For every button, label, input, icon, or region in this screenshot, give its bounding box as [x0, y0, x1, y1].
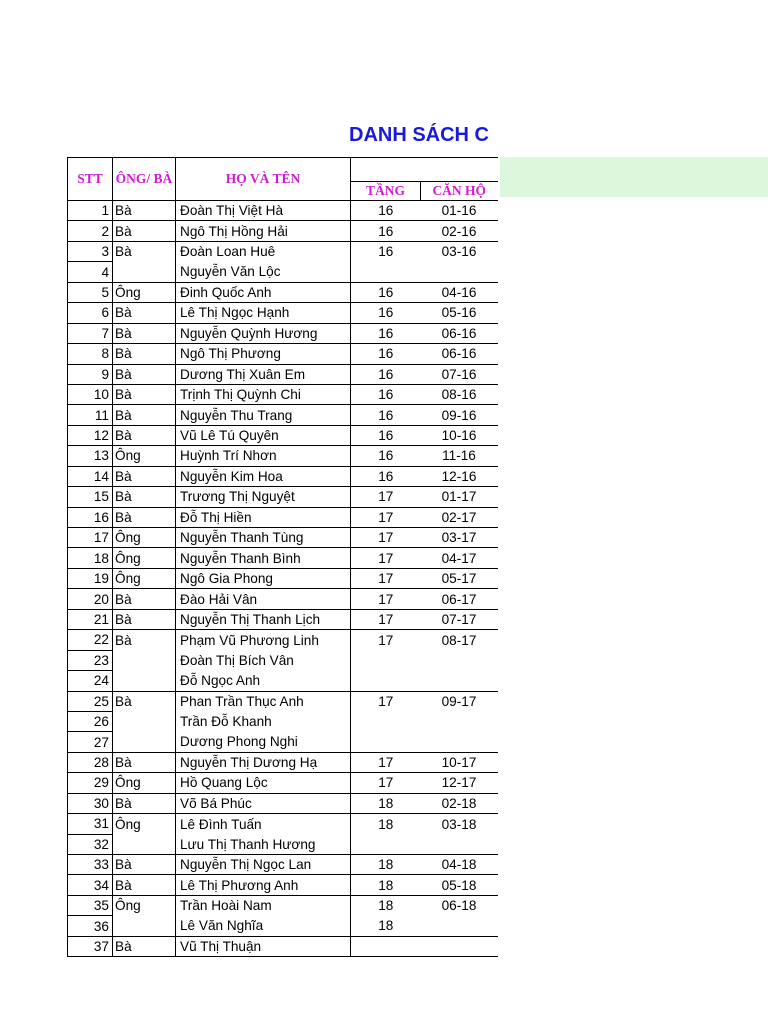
cell-stt: 31 — [68, 814, 113, 834]
cell-ong-ba: Ông — [113, 446, 176, 466]
cell-tang: 16 — [351, 405, 421, 425]
cell-tang: 16 — [351, 364, 421, 384]
cell-ong-ba: Bà — [113, 793, 176, 813]
table-row — [68, 834, 498, 854]
cell-can-ho: 06-18 — [441, 898, 477, 914]
cell-ho-ten: Trần Đỗ Khanh — [176, 711, 351, 731]
table-row — [68, 241, 498, 261]
table-row — [68, 344, 498, 364]
cell-can-ho: 07-17 — [421, 609, 498, 629]
table-row — [68, 589, 498, 609]
cell-tang: 18 — [378, 816, 394, 832]
cell-can-ho: 02-18 — [421, 793, 498, 813]
cell-stt: 36 — [68, 916, 113, 936]
table-row — [68, 732, 498, 752]
cell-ho-ten: Lê Văn Nghĩa — [176, 916, 351, 936]
cell-ho-ten: Dương Thị Xuân Em — [176, 364, 351, 384]
cell-tang: 18 — [378, 898, 394, 914]
table-row — [68, 814, 498, 834]
cell-ong-ba — [113, 916, 176, 936]
cell-can-ho — [421, 732, 498, 752]
cell-tang: 16 — [351, 323, 421, 343]
cell-ong-ba: Bà — [113, 221, 176, 241]
header-ong-ba: ÔNG/ BÀ — [113, 158, 176, 201]
cell-stt: 8 — [68, 344, 113, 364]
cell-tang: 16 — [351, 221, 421, 241]
cell-stt: 12 — [68, 425, 113, 445]
table-row — [68, 323, 498, 343]
table-row — [68, 916, 498, 936]
cell-tang: 17 — [351, 568, 421, 588]
cell-ong-ba: Ông — [113, 814, 176, 834]
cell-can-ho: 09-16 — [421, 405, 498, 425]
cell-stt: 9 — [68, 364, 113, 384]
cell-ong-ba — [113, 262, 176, 282]
cell-can-ho: 02-17 — [421, 507, 498, 527]
cell-stt: 18 — [68, 548, 113, 568]
cell-can-ho — [421, 936, 498, 956]
cell-can-ho: 08-16 — [421, 384, 498, 404]
cell-ong-ba: Bà — [113, 201, 176, 221]
cell-can-ho: 03-16 — [441, 244, 477, 260]
cell-stt: 20 — [68, 589, 113, 609]
resident-table — [67, 157, 498, 957]
header-fill — [500, 157, 768, 197]
cell-stt: 30 — [68, 793, 113, 813]
cell-ong-ba — [113, 732, 176, 752]
cell-ho-ten: Trần Hoài Nam — [176, 895, 351, 915]
header-stt: STT — [68, 158, 113, 201]
cell-can-ho: 01-16 — [421, 201, 498, 221]
header-tang: TẦNG — [351, 181, 421, 200]
cell-stt: 33 — [68, 855, 113, 875]
cell-tang: 16 — [351, 303, 421, 323]
cell-stt: 3 — [68, 241, 113, 261]
cell-stt: 16 — [68, 507, 113, 527]
cell-can-ho: 03-18 — [441, 816, 477, 832]
cell-ong-ba: Bà — [113, 241, 176, 261]
cell-tang: 16 — [351, 446, 421, 466]
cell-ho-ten: Nguyễn Thị Dương Hạ — [176, 752, 351, 772]
table-row — [68, 671, 498, 691]
cell-can-ho — [421, 262, 498, 282]
cell-ho-ten: Phạm Vũ Phương Linh — [176, 630, 351, 650]
cell-tang — [351, 936, 421, 956]
table-row — [68, 282, 498, 302]
cell-ong-ba: Bà — [113, 609, 176, 629]
cell-ho-ten: Ngô Thị Hồng Hải — [176, 221, 351, 241]
cell-tang: 18 — [351, 855, 421, 875]
cell-stt: 5 — [68, 282, 113, 302]
table-row — [68, 793, 498, 813]
table-row — [68, 711, 498, 731]
cell-ho-ten: Trịnh Thị Quỳnh Chi — [176, 384, 351, 404]
cell-stt: 11 — [68, 405, 113, 425]
cell-stt: 14 — [68, 466, 113, 486]
cell-ong-ba: Bà — [113, 691, 176, 711]
cell-stt: 35 — [68, 895, 113, 915]
cell-ong-ba: Ông — [113, 568, 176, 588]
table-row — [68, 528, 498, 548]
table-row — [68, 568, 498, 588]
cell-tang: 16 — [351, 201, 421, 221]
table-row — [68, 773, 498, 793]
header-ho-ten: HỌ VÀ TÊN — [176, 158, 351, 201]
cell-tang: 16 — [351, 466, 421, 486]
cell-tang — [351, 711, 421, 731]
cell-stt: 2 — [68, 221, 113, 241]
cell-tang: 17 — [351, 548, 421, 568]
cell-ong-ba: Bà — [113, 507, 176, 527]
cell-ho-ten: Lê Thị Phương Anh — [176, 875, 351, 895]
cell-stt: 17 — [68, 528, 113, 548]
cell-can-ho: 12-17 — [421, 773, 498, 793]
cell-stt: 23 — [68, 650, 113, 670]
cell-stt: 25 — [68, 691, 113, 711]
table-row — [68, 936, 498, 956]
cell-ong-ba — [113, 711, 176, 731]
cell-ong-ba: Ông — [113, 282, 176, 302]
table-row — [68, 895, 498, 915]
cell-ho-ten: Đoàn Thị Bích Vân — [176, 650, 351, 670]
cell-ho-ten: Ngô Thị Phương — [176, 344, 351, 364]
cell-stt: 1 — [68, 201, 113, 221]
cell-can-ho: 04-18 — [421, 855, 498, 875]
cell-ong-ba: Bà — [113, 875, 176, 895]
cell-stt: 6 — [68, 303, 113, 323]
cell-ong-ba: Ông — [113, 773, 176, 793]
cell-ho-ten: Vũ Lê Tú Quyên — [176, 425, 351, 445]
cell-ong-ba: Bà — [113, 630, 176, 650]
cell-stt: 34 — [68, 875, 113, 895]
cell-tang: 16 — [351, 425, 421, 445]
cell-ong-ba: Ông — [113, 528, 176, 548]
cell-can-ho: 05-17 — [421, 568, 498, 588]
cell-tang: 17 — [351, 487, 421, 507]
cell-ho-ten: Đào Hải Vân — [176, 589, 351, 609]
cell-stt: 19 — [68, 568, 113, 588]
cell-ho-ten: Đoàn Thị Việt Hà — [176, 201, 351, 221]
cell-ho-ten: Nguyễn Thanh Bình — [176, 548, 351, 568]
cell-can-ho: 06-17 — [421, 589, 498, 609]
cell-stt: 15 — [68, 487, 113, 507]
cell-can-ho — [421, 650, 498, 670]
table-row — [68, 384, 498, 404]
cell-stt: 26 — [68, 711, 113, 731]
cell-ong-ba: Bà — [113, 323, 176, 343]
cell-tang: 17 — [351, 589, 421, 609]
cell-stt: 29 — [68, 773, 113, 793]
cell-can-ho: 11-16 — [421, 446, 498, 466]
cell-ho-ten: Dương Phong Nghi — [176, 732, 351, 752]
cell-ho-ten: Lưu Thị Thanh Hương — [176, 834, 351, 854]
cell-ong-ba: Bà — [113, 936, 176, 956]
cell-ong-ba: Bà — [113, 405, 176, 425]
cell-can-ho: 04-16 — [421, 282, 498, 302]
cell-stt: 21 — [68, 609, 113, 629]
cell-can-ho: 07-16 — [421, 364, 498, 384]
cell-ho-ten: Nguyễn Thị Ngọc Lan — [176, 855, 351, 875]
cell-can-ho: 02-16 — [421, 221, 498, 241]
cell-can-ho: 01-17 — [421, 487, 498, 507]
cell-ho-ten: Nguyễn Thanh Tùng — [176, 528, 351, 548]
table-row — [68, 548, 498, 568]
cell-ho-ten: Nguyễn Văn Lộc — [176, 262, 351, 282]
table-row — [68, 752, 498, 772]
cell-tang: 17 — [351, 609, 421, 629]
cell-can-ho: 06-16 — [421, 344, 498, 364]
cell-can-ho: 06-16 — [421, 323, 498, 343]
cell-ong-ba: Bà — [113, 303, 176, 323]
cell-ho-ten: Đỗ Ngọc Anh — [176, 671, 351, 691]
cell-ho-ten: Nguyễn Quỳnh Hương — [176, 323, 351, 343]
cell-ong-ba: Bà — [113, 855, 176, 875]
cell-can-ho: 03-17 — [421, 528, 498, 548]
cell-ong-ba — [113, 671, 176, 691]
cell-ho-ten: Hồ Quang Lộc — [176, 773, 351, 793]
cell-ho-ten: Đỗ Thị Hiền — [176, 507, 351, 527]
cell-tang — [351, 671, 421, 691]
cell-ong-ba — [113, 650, 176, 670]
cell-ho-ten: Lê Thị Ngọc Hạnh — [176, 303, 351, 323]
table-row — [68, 466, 498, 486]
cell-ong-ba: Bà — [113, 344, 176, 364]
cell-can-ho — [421, 834, 498, 854]
cell-tang: 18 — [351, 875, 421, 895]
cell-ho-ten: Nguyễn Thu Trang — [176, 405, 351, 425]
cell-ong-ba: Bà — [113, 425, 176, 445]
cell-stt: 7 — [68, 323, 113, 343]
table-body — [68, 201, 498, 957]
cell-ong-ba: Ông — [113, 895, 176, 915]
table-row — [68, 630, 498, 650]
cell-can-ho: 12-16 — [421, 466, 498, 486]
cell-stt: 13 — [68, 446, 113, 466]
cell-ho-ten: Võ Bá Phúc — [176, 793, 351, 813]
cell-stt: 4 — [68, 262, 113, 282]
cell-ong-ba: Bà — [113, 466, 176, 486]
cell-ho-ten: Vũ Thị Thuận — [176, 936, 351, 956]
table-row — [68, 875, 498, 895]
cell-can-ho: 05-16 — [421, 303, 498, 323]
page-title: DANH SÁCH C — [349, 124, 489, 146]
cell-tang — [351, 834, 421, 854]
cell-can-ho: 08-17 — [441, 632, 477, 648]
cell-stt: 27 — [68, 732, 113, 752]
cell-ho-ten: Huỳnh Trí Nhơn — [176, 446, 351, 466]
cell-ong-ba: Bà — [113, 589, 176, 609]
cell-can-ho — [421, 671, 498, 691]
cell-tang: 18 — [351, 916, 421, 936]
cell-stt: 24 — [68, 671, 113, 691]
cell-ong-ba: Bà — [113, 364, 176, 384]
cell-ho-ten: Nguyễn Thị Thanh Lịch — [176, 609, 351, 629]
table-row — [68, 201, 498, 221]
cell-stt: 28 — [68, 752, 113, 772]
cell-ong-ba: Ông — [113, 548, 176, 568]
cell-ong-ba: Bà — [113, 487, 176, 507]
table-row — [68, 425, 498, 445]
cell-can-ho: 09-17 — [441, 693, 477, 709]
table-row — [68, 446, 498, 466]
cell-stt: 22 — [68, 630, 113, 650]
cell-tang: 17 — [351, 752, 421, 772]
table-row — [68, 262, 498, 282]
table-row — [68, 364, 498, 384]
cell-ong-ba: Bà — [113, 384, 176, 404]
cell-ong-ba — [113, 834, 176, 854]
table-row — [68, 609, 498, 629]
table-row — [68, 303, 498, 323]
cell-ho-ten: Nguyễn Kim Hoa — [176, 466, 351, 486]
cell-tang: 16 — [351, 344, 421, 364]
header-group-blank — [351, 158, 498, 182]
table-row — [68, 405, 498, 425]
cell-stt: 10 — [68, 384, 113, 404]
cell-can-ho: 05-18 — [421, 875, 498, 895]
spreadsheet — [67, 157, 498, 957]
cell-tang: 16 — [351, 282, 421, 302]
cell-ho-ten: Ngô Gia Phong — [176, 568, 351, 588]
cell-ong-ba: Bà — [113, 752, 176, 772]
table-row — [68, 691, 498, 711]
cell-can-ho: 10-17 — [421, 752, 498, 772]
cell-tang: 17 — [351, 507, 421, 527]
cell-tang — [351, 732, 421, 752]
cell-stt: 37 — [68, 936, 113, 956]
cell-can-ho: 10-16 — [421, 425, 498, 445]
cell-ho-ten: Phan Trần Thục Anh — [176, 691, 351, 711]
cell-tang — [351, 650, 421, 670]
cell-tang: 18 — [351, 793, 421, 813]
cell-tang: 17 — [378, 632, 394, 648]
table-row — [68, 507, 498, 527]
cell-tang — [351, 262, 421, 282]
table-row — [68, 650, 498, 670]
table-row — [68, 855, 498, 875]
cell-ho-ten: Trương Thị Nguyệt — [176, 487, 351, 507]
cell-tang: 17 — [378, 693, 394, 709]
cell-ho-ten: Đinh Quốc Anh — [176, 282, 351, 302]
cell-tang: 17 — [351, 528, 421, 548]
cell-tang: 16 — [378, 244, 394, 260]
table-row — [68, 487, 498, 507]
cell-can-ho — [421, 916, 498, 936]
header-can-ho: CĂN HỘ — [421, 181, 498, 200]
table-row — [68, 221, 498, 241]
cell-tang: 17 — [351, 773, 421, 793]
cell-can-ho: 04-17 — [421, 548, 498, 568]
cell-ho-ten: Lê Đình Tuấn — [176, 814, 351, 834]
cell-can-ho — [421, 711, 498, 731]
cell-ho-ten: Đoàn Loan Huê — [176, 241, 351, 261]
cell-tang: 16 — [351, 384, 421, 404]
cell-stt: 32 — [68, 834, 113, 854]
